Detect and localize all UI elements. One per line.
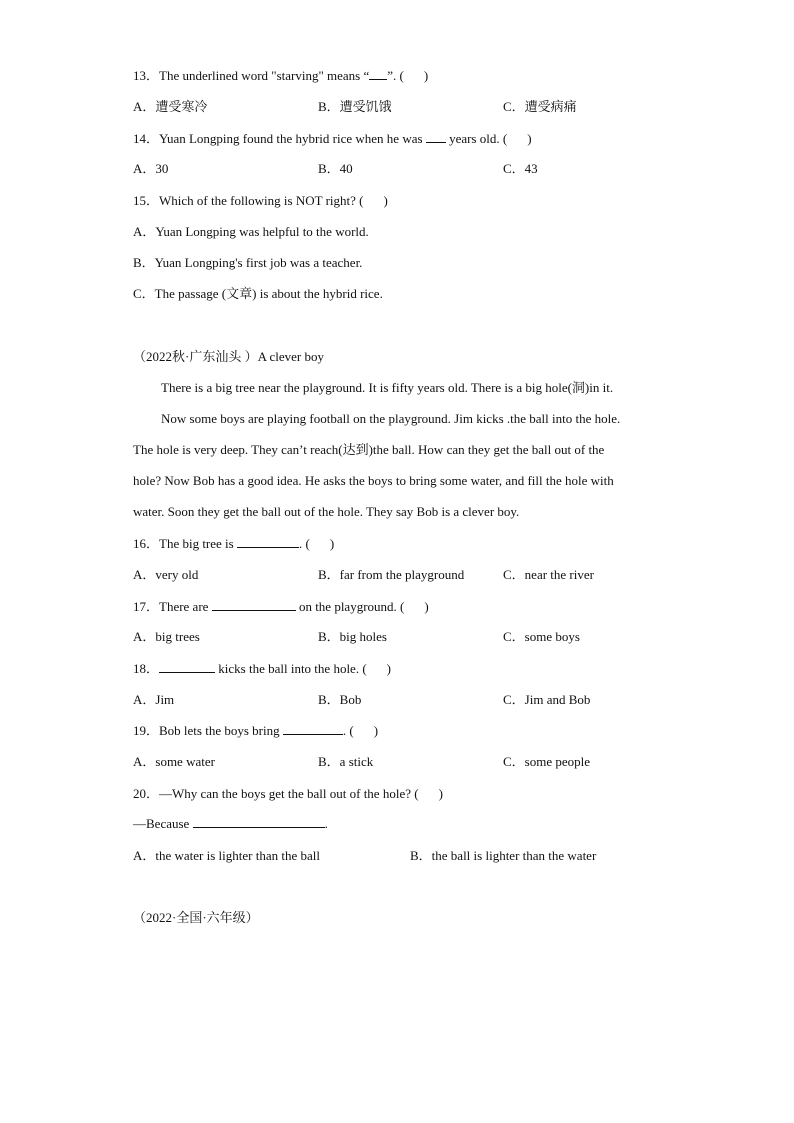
q14-text-after: years old. (	[449, 131, 508, 146]
question-15-stem	[133, 192, 388, 210]
q17-option-c: C．some boys	[503, 629, 580, 644]
answer-blank	[283, 722, 343, 735]
q18-option-b: B．Bob	[318, 692, 362, 707]
q19-text: 19．Bob lets the boys bring	[133, 723, 280, 738]
answer-blank	[193, 815, 325, 828]
q19-option-a: A．some water	[133, 754, 215, 769]
next-section-source: （2022·全国·六年级）	[133, 910, 259, 925]
q20-paren-close: )	[438, 786, 443, 801]
question-13-stem	[133, 67, 428, 85]
q18-option-c: C．Jim and Bob	[503, 692, 591, 707]
q20-option-a: A．the water is lighter than the ball	[133, 848, 321, 863]
q17-option-b: B．big holes	[318, 629, 387, 644]
q19-option-b: B．a stick	[318, 754, 374, 769]
q17-option-a: A．big trees	[133, 629, 200, 644]
q13-option-b: B．遭受饥饿	[318, 99, 392, 114]
q20-because-end: .	[324, 816, 328, 831]
passage-source-title: （2022秋·广东汕头 ）A clever boy	[133, 349, 325, 364]
q14-option-b: B．40	[318, 161, 353, 176]
q18-paren-close: )	[386, 661, 391, 676]
q20-because-line	[133, 815, 328, 833]
passage-paragraph-2-line-1: Now some boys are playing football on the playground. Jim kicks .the ball into the hole.	[161, 411, 621, 426]
q16-option-a: A．very old	[133, 567, 199, 582]
q15-text: 15．Which of the following is NOT right? (	[133, 193, 364, 208]
q20-option-b: B．the ball is lighter than the water	[410, 848, 597, 863]
q13-paren-close: )	[423, 68, 429, 83]
answer-blank	[159, 660, 215, 673]
question-16-stem	[133, 535, 334, 553]
q20-because-text: —Because	[133, 816, 190, 831]
q18-option-a: A．Jim	[133, 692, 175, 707]
q18-text: 18．	[133, 661, 160, 676]
q14-paren-close: )	[527, 131, 532, 146]
q17-text: 17．There are	[133, 599, 209, 614]
q14-option-c: C．43	[503, 161, 538, 176]
question-19-stem	[133, 722, 378, 740]
q19-paren-close: )	[373, 723, 379, 738]
q13-text: 13．The underlined word "starving" means “	[133, 68, 370, 83]
passage-paragraph-1: There is a big tree near the playground. It is fifty years old. There is a big hole(洞)in it.	[161, 380, 614, 395]
passage-paragraph-2-line-3: hole? Now Bob has a good idea. He asks the boys to bring some water, and fill the hole with	[133, 473, 614, 488]
q16-text: 16．The big tree is	[133, 536, 234, 551]
question-17-stem	[133, 598, 429, 616]
q19-option-c: C．some people	[503, 754, 591, 769]
answer-blank	[237, 535, 299, 548]
q15-paren-close: )	[383, 193, 388, 208]
answer-blank	[212, 598, 296, 611]
q20-text: 20．—Why can the boys get the ball out of the hole? (	[133, 786, 419, 801]
q14-option-a: A．30	[133, 161, 169, 176]
answer-blank	[369, 67, 387, 80]
q13-option-a: A．遭受寒冷	[133, 99, 208, 114]
passage-paragraph-2-line-4: water. Soon they get the ball out of the hole. They say Bob is a clever boy.	[133, 504, 520, 519]
q15-option-c: C．The passage (文章) is about the hybrid rice.	[133, 286, 383, 301]
question-20-stem	[133, 785, 443, 803]
q17-text-after: on the playground. (	[298, 599, 405, 614]
q13-text-after: ”. (	[387, 68, 404, 83]
passage-paragraph-2-line-2: The hole is very deep. They can’t reach(达到)the ball. How can they get the ball out of the	[133, 442, 605, 457]
q16-text-after: . (	[298, 536, 310, 551]
q16-option-c: C．near the river	[503, 567, 594, 582]
q15-option-a: A．Yuan Longping was helpful to the world.	[133, 224, 369, 239]
q14-text: 14．Yuan Longping found the hybrid rice when he was	[133, 131, 423, 146]
q15-option-b: B．Yuan Longping's first job was a teacher.	[133, 255, 363, 270]
q13-option-c: C．遭受病痛	[503, 99, 577, 114]
question-14-stem	[133, 130, 532, 148]
q19-text-after: . (	[342, 723, 354, 738]
q16-option-b: B．far from the playground	[318, 567, 465, 582]
question-18-stem	[133, 660, 391, 678]
q16-paren-close: )	[329, 536, 335, 551]
q17-paren-close: )	[424, 599, 429, 614]
q18-text-after: kicks the ball into the hole. (	[218, 661, 367, 676]
answer-blank	[426, 130, 446, 143]
